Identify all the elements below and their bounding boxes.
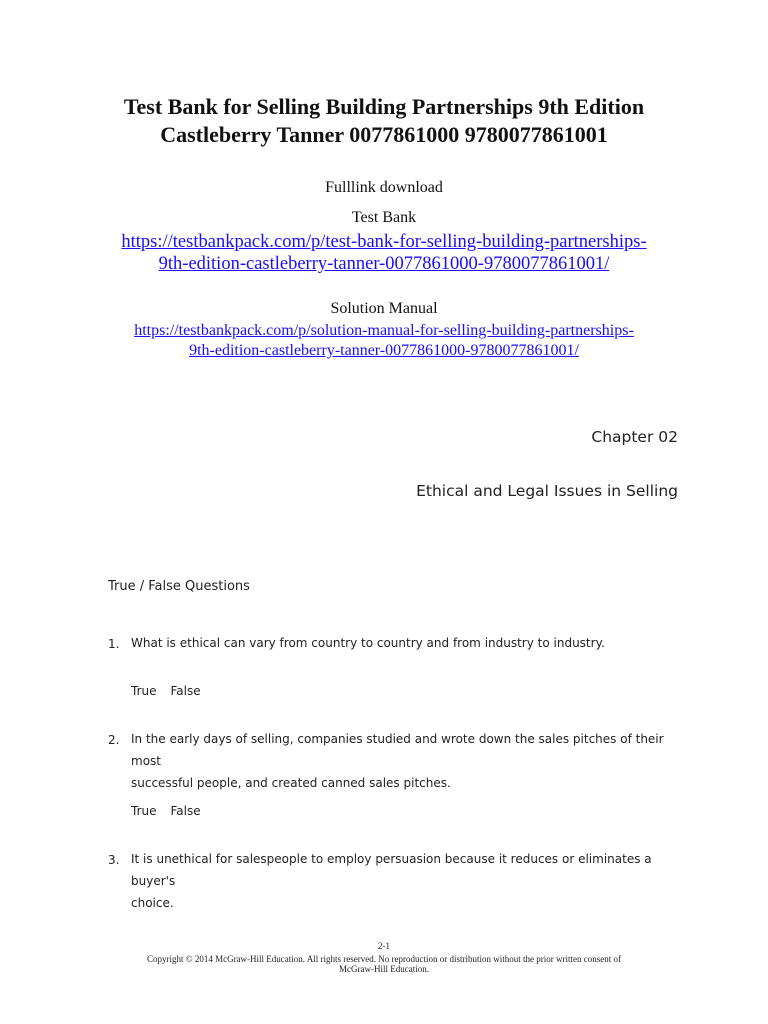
copyright-line-1: Copyright © 2014 McGraw-Hill Education. All rights reserved. No reproduction or distribution without the prior written consent of xyxy=(146,954,621,964)
solution-manual-link-line-1[interactable]: https://testbankpack.com/p/solution-manual-for-selling-building-partnerships- xyxy=(134,322,634,339)
question-1-true: True xyxy=(131,684,157,698)
copyright-line-2: McGraw-Hill Education. xyxy=(339,964,429,974)
test-bank-link-line-2[interactable]: 9th-edition-castleberry-tanner-0077861000-9780077861001/ xyxy=(158,254,610,274)
question-3-text-line-1: It is unethical for salespeople to employ persuasion because it reduces or eliminates a buyer's xyxy=(131,852,652,888)
question-2-text-line-2: successful people, and created canned sales pitches. xyxy=(131,776,451,790)
question-2-number: 2. xyxy=(108,733,120,747)
question-2-text-line-1: In the early days of selling, companies studied and wrote down the sales pitches of their most xyxy=(131,732,664,768)
question-1-number: 1. xyxy=(108,637,120,651)
title-line-1: Test Bank for Selling Building Partnerships 9th Edition xyxy=(123,94,645,119)
chapter-number: Chapter 02 xyxy=(591,428,678,446)
question-1-options xyxy=(131,684,215,698)
question-3-text-line-2: choice. xyxy=(131,896,174,910)
question-3-number: 3. xyxy=(108,853,120,867)
test-bank-label: Test Bank xyxy=(351,209,417,226)
copyright-notice xyxy=(0,954,768,974)
chapter-title: Ethical and Legal Issues in Selling xyxy=(416,482,678,500)
question-3-text xyxy=(131,848,691,914)
section-heading: True / False Questions xyxy=(108,579,250,594)
fulllink-label: Fulllink download xyxy=(325,179,443,196)
document-title xyxy=(0,93,768,149)
solution-manual-link-line-2[interactable]: 9th-edition-castleberry-tanner-0077861000-9780077861001/ xyxy=(189,342,579,359)
question-1-text: What is ethical can vary from country to country and from industry to industry. xyxy=(131,636,605,650)
solution-manual-link[interactable] xyxy=(0,321,768,361)
question-2-false: False xyxy=(170,804,201,818)
question-1-false: False xyxy=(170,684,201,698)
question-2-options xyxy=(131,804,215,818)
solution-manual-label: Solution Manual xyxy=(330,300,438,317)
title-line-2: Castleberry Tanner 0077861000 9780077861001 xyxy=(160,122,608,147)
test-bank-link-line-1[interactable]: https://testbankpack.com/p/test-bank-for-selling-building-partnerships- xyxy=(121,232,647,252)
test-bank-link[interactable] xyxy=(0,231,768,275)
question-2-true: True xyxy=(131,804,157,818)
page-number: 2-1 xyxy=(378,941,390,951)
question-2-text xyxy=(131,728,691,794)
